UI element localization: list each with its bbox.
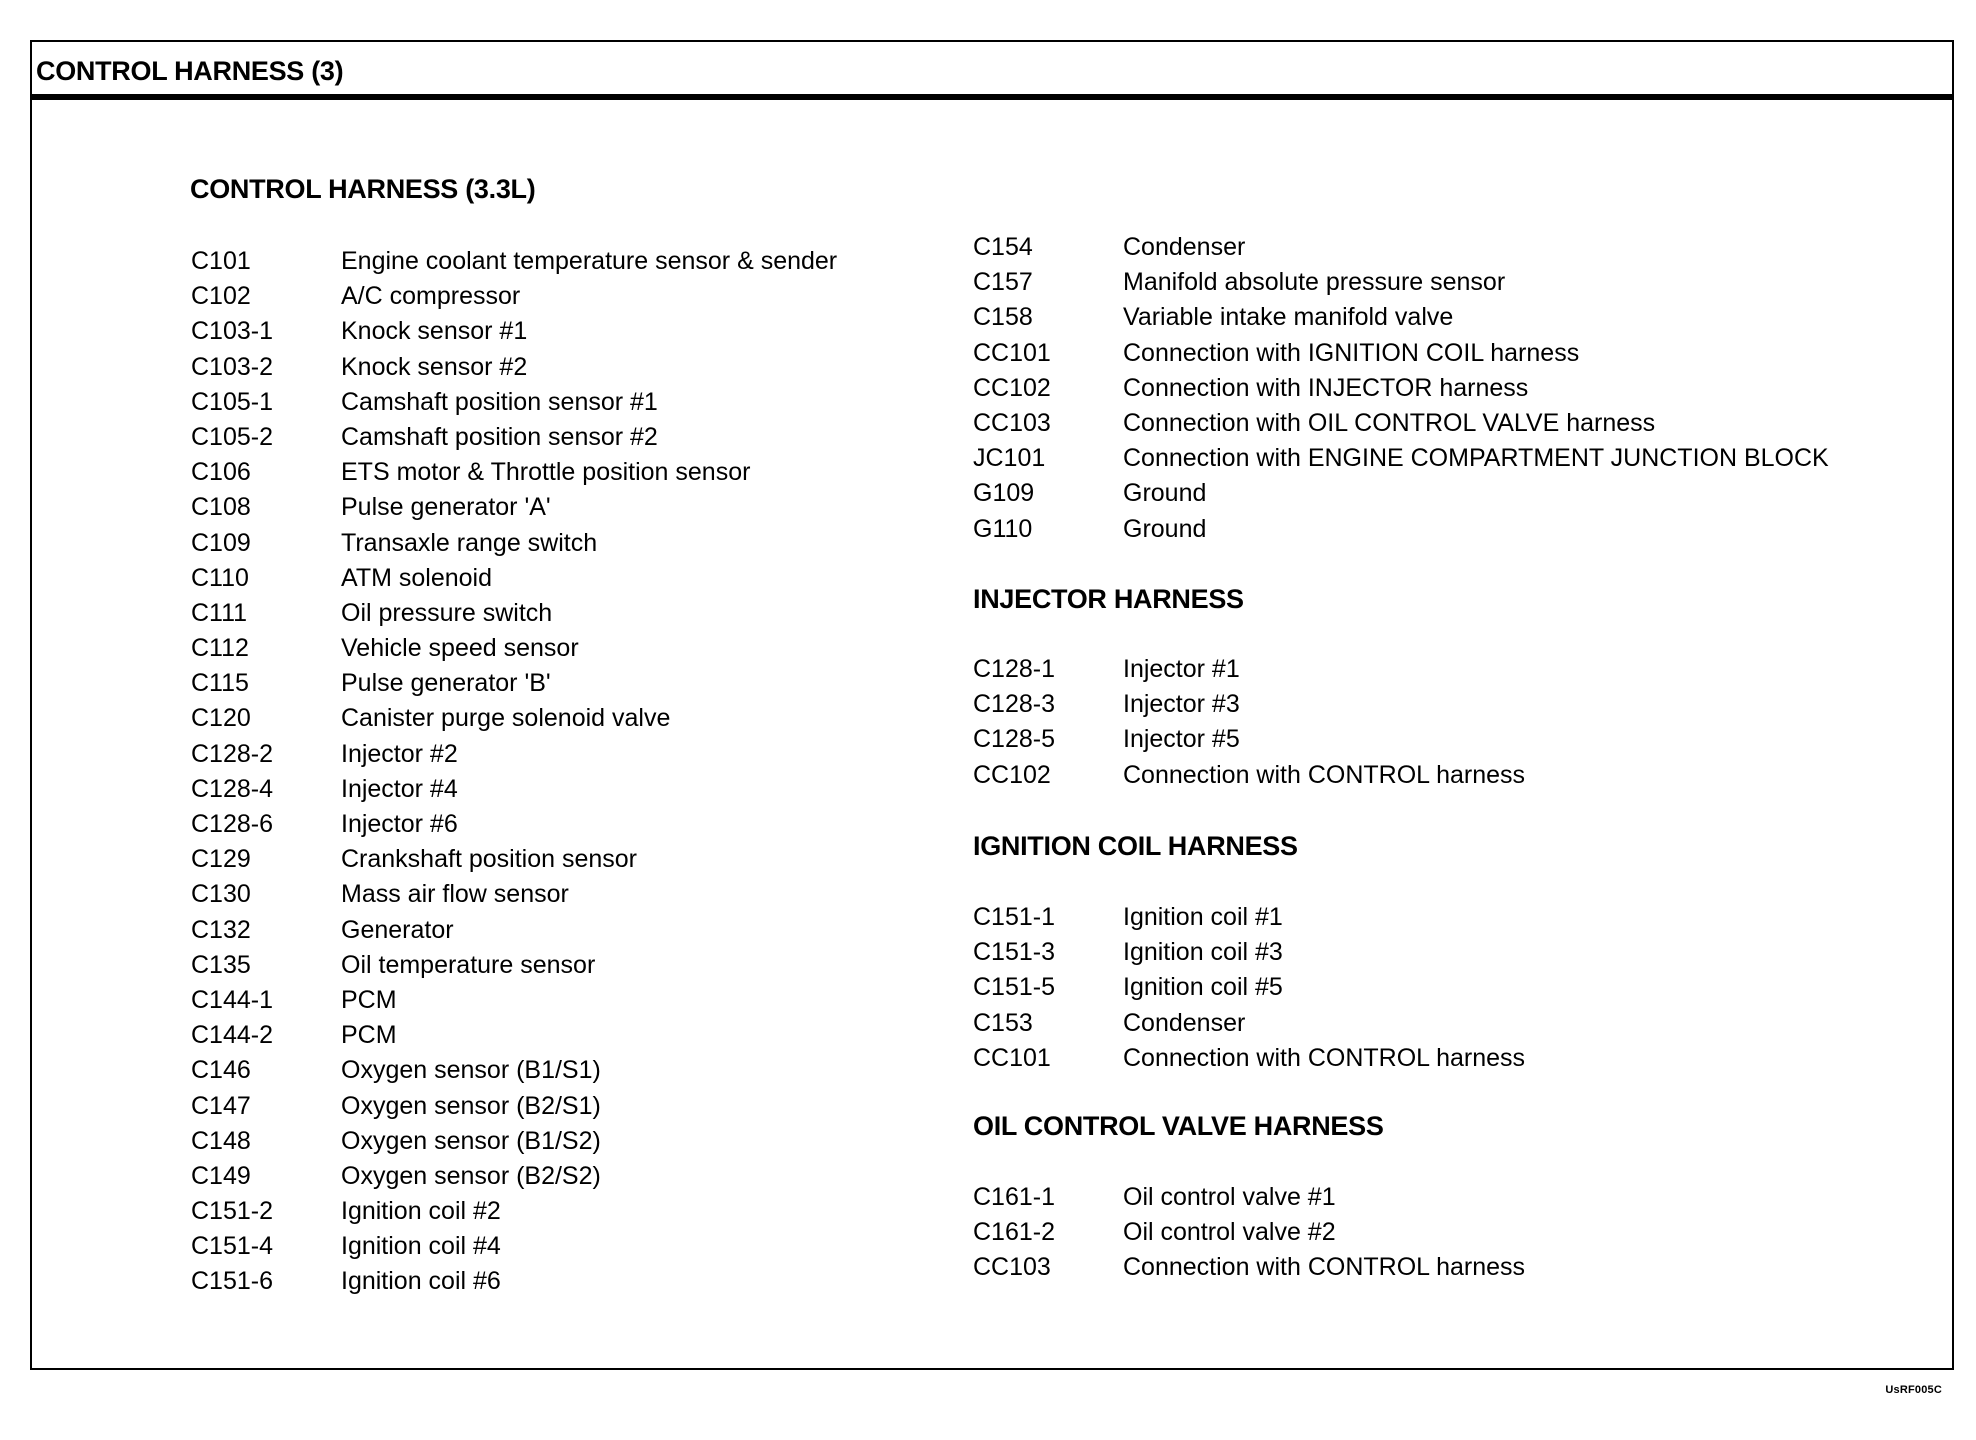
connector-code: C153	[973, 1008, 1033, 1037]
connector-description: Ignition coil #5	[1123, 973, 1283, 1002]
page-title: CONTROL HARNESS (3)	[36, 56, 344, 86]
connector-description: Ignition coil #2	[341, 1197, 501, 1226]
connector-code: CC102	[973, 373, 1051, 402]
connector-code: C128-5	[973, 725, 1055, 754]
connector-code: C144-1	[191, 985, 273, 1014]
connector-description: Injector #6	[341, 810, 458, 838]
connector-description: Manifold absolute pressure sensor	[1123, 268, 1506, 297]
connector-code: C101	[191, 247, 251, 275]
connector-code: C148	[191, 1126, 251, 1155]
connector-description: Pulse generator 'B'	[341, 669, 551, 698]
connector-code: C128-2	[191, 739, 273, 768]
connector-code: C154	[973, 233, 1033, 261]
connector-code: C158	[973, 303, 1033, 332]
connector-description: Condenser	[1123, 233, 1246, 261]
connector-code: C105-1	[191, 387, 273, 416]
connector-description: Ground	[1123, 479, 1207, 508]
connector-description: Oxygen sensor (B2/S2)	[341, 1161, 601, 1190]
connector-code: C132	[191, 915, 251, 944]
connector-description: Ignition coil #6	[341, 1267, 501, 1296]
connector-code: C129	[191, 845, 251, 874]
connector-code: C130	[191, 880, 251, 909]
connector-description: Oxygen sensor (B1/S1)	[341, 1056, 601, 1085]
connector-description: Crankshaft position sensor	[341, 845, 637, 874]
connector-description: ATM solenoid	[341, 563, 492, 592]
connector-code: C128-3	[973, 690, 1055, 719]
connector-code: C105-2	[191, 422, 273, 451]
connector-code: C144-2	[191, 1021, 273, 1050]
connector-code: C149	[191, 1161, 251, 1190]
connector-code: CC102	[973, 760, 1051, 789]
connector-description: Oxygen sensor (B1/S2)	[341, 1126, 601, 1155]
connector-code: C102	[191, 282, 251, 311]
connector-description: Canister purge solenoid valve	[341, 704, 671, 733]
connector-code: C120	[191, 704, 251, 733]
connector-code: C112	[191, 634, 249, 663]
connector-description: Connection with ENGINE COMPARTMENT JUNCTION BLOCK	[1123, 444, 1829, 473]
connector-code: C106	[191, 458, 251, 487]
connector-description: Oil control valve #2	[1123, 1218, 1336, 1247]
connector-code: C151-5	[973, 973, 1055, 1002]
connector-description: Injector #5	[1123, 725, 1240, 754]
connector-description: PCM	[341, 985, 397, 1014]
connector-description: Generator	[341, 915, 454, 944]
connector-description: PCM	[341, 1021, 397, 1050]
connector-description: Connection with INJECTOR harness	[1123, 373, 1529, 402]
connector-code: C109	[191, 528, 251, 557]
ignition-coil-harness-heading: IGNITION COIL HARNESS	[973, 831, 1298, 861]
oil-control-valve-harness-heading: OIL CONTROL VALVE HARNESS	[973, 1111, 1384, 1141]
connector-description: Injector #3	[1123, 690, 1240, 719]
connector-description: Oil temperature sensor	[341, 950, 596, 979]
connector-code: CC103	[973, 1253, 1051, 1282]
connector-description: Connection with OIL CONTROL VALVE harness	[1123, 408, 1656, 437]
connector-code: C151-1	[973, 903, 1055, 931]
figure-id: UsRF005C	[1885, 1384, 1942, 1396]
connector-description: Oil pressure switch	[341, 598, 553, 627]
connector-code: C151-3	[973, 938, 1055, 967]
connector-description: Condenser	[1123, 1008, 1246, 1037]
connector-description: Oil control valve #1	[1123, 1183, 1336, 1211]
connector-code: C147	[191, 1091, 251, 1120]
connector-code: CC101	[973, 1043, 1051, 1072]
connector-description: Connection with IGNITION COIL harness	[1123, 338, 1580, 367]
connector-code: CC101	[973, 338, 1051, 367]
connector-description: Ignition coil #4	[341, 1232, 501, 1261]
connector-code: JC101	[973, 444, 1046, 473]
connector-code: C161-2	[973, 1218, 1055, 1247]
connector-code: C110	[191, 563, 249, 592]
connector-description: Mass air flow sensor	[341, 880, 569, 909]
connector-code: C157	[973, 268, 1033, 297]
connector-description: ETS motor & Throttle position sensor	[341, 458, 751, 487]
connector-code: C161-1	[973, 1183, 1055, 1211]
connector-description: Ignition coil #3	[1123, 938, 1283, 967]
connector-code: C146	[191, 1056, 251, 1085]
connector-description: Camshaft position sensor #1	[341, 387, 658, 416]
connector-description: Pulse generator 'A'	[341, 493, 551, 522]
control-harness-heading: CONTROL HARNESS (3.3L)	[190, 174, 536, 204]
connector-code: C111	[191, 598, 248, 627]
connector-description: Injector #4	[341, 774, 458, 803]
connector-description: Ignition coil #1	[1123, 903, 1283, 931]
connector-description: Connection with CONTROL harness	[1123, 1043, 1526, 1072]
connector-code: C151-6	[191, 1267, 273, 1296]
connector-code: C128-1	[973, 655, 1055, 683]
title-bar	[32, 42, 1952, 100]
connector-code: G109	[973, 479, 1035, 508]
connector-code: G110	[973, 514, 1033, 543]
connector-description: Oxygen sensor (B2/S1)	[341, 1091, 601, 1120]
connector-code: C128-4	[191, 774, 273, 803]
connector-code: C128-6	[191, 810, 273, 838]
connector-code: C115	[191, 669, 249, 698]
connector-code: C135	[191, 950, 251, 979]
connector-code: C103-1	[191, 317, 273, 346]
connector-description: Injector #1	[1123, 655, 1240, 683]
connector-code: C108	[191, 493, 251, 522]
connector-code: C151-4	[191, 1232, 273, 1261]
connector-description: Connection with CONTROL harness	[1123, 760, 1526, 789]
connector-description: Knock sensor #2	[341, 352, 528, 381]
injector-harness-heading: INJECTOR HARNESS	[973, 584, 1244, 614]
connector-description: Knock sensor #1	[341, 317, 528, 346]
connector-code: CC103	[973, 408, 1051, 437]
connector-description: Ground	[1123, 514, 1207, 543]
connector-description: Injector #2	[341, 739, 458, 768]
connector-description: Engine coolant temperature sensor & sender	[341, 247, 838, 275]
connector-description: A/C compressor	[341, 282, 521, 311]
connector-code: C151-2	[191, 1197, 273, 1226]
connector-description: Transaxle range switch	[341, 528, 598, 557]
connector-description: Vehicle speed sensor	[341, 634, 579, 663]
connector-description: Connection with CONTROL harness	[1123, 1253, 1526, 1282]
connector-description: Variable intake manifold valve	[1123, 303, 1454, 332]
connector-description: Camshaft position sensor #2	[341, 422, 658, 451]
connector-code: C103-2	[191, 352, 273, 381]
